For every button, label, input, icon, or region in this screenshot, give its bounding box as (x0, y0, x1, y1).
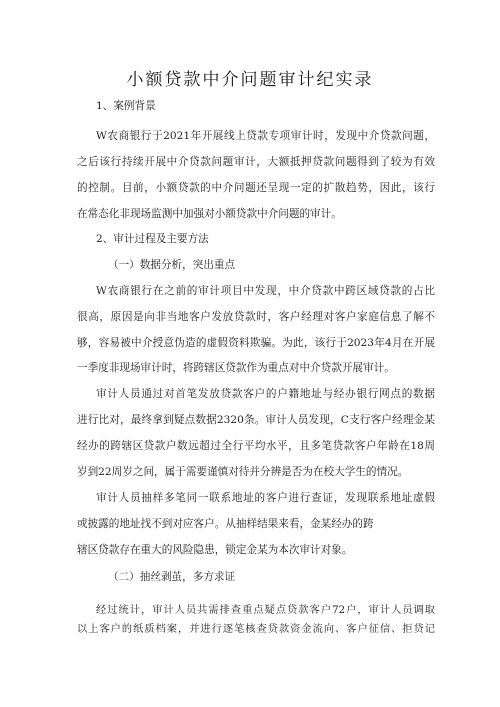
s2a-p1-line-2: 很高，原因是向非当地客户发放贷款时，客户经理对客户家庭信息了解不 (77, 311, 435, 323)
s2a-p1-line-1: W农商银行在之前的审计项目中发现，中介贷款中跨区域贷款的占比 (96, 285, 435, 297)
s2a-p1-line-3: 够，容易被中介授意伪造的虚假资料欺骗。为此，该行于2023年4月在开展 (77, 337, 435, 349)
s1-line-1: W农商银行于2021年开展线上贷款专项审计时，发现中介贷款问题， (96, 130, 435, 142)
s2b-p1-line-2: 以上客户的纸质档案，并进行逐笔核查贷款资金流向、客户征信、拒贷记 (77, 624, 435, 635)
s2a-p2-line-1: 审计人员通过对首笔发放贷款客户的户籍地址与经办银行网点的数据 (96, 388, 435, 400)
s1-line-3: 的控制。目前，小额贷款的中介问题还呈现一定的扩散趋势，因此，该行 (77, 182, 435, 194)
s2a-p3-line-1: 审计人员抽样多笔同一联系地址的客户进行查证，发现联系地址虚假 (96, 492, 435, 504)
s2a-p3-line-2: 或披露的地址找不到对应客户。从抽样结果来看，金某经办的跨 (77, 518, 374, 530)
s1-line-2: 之后该行持续开展中介贷款问题审计，大额抵押贷款问题得到了较为有效 (77, 156, 435, 168)
subsection-1-heading: （一）数据分析，突出重点 (108, 259, 236, 271)
subsection-2-heading: （二）抽丝剥茧，多方求证 (108, 571, 236, 583)
s2a-p2-line-3: 经办的跨辖区贷款户数远超过全行平均水平，且多笔贷款客户年龄在18周 (77, 440, 435, 452)
s2a-p2-line-2: 进行比对，最终拿到疑点数据2320条。审计人员发现，C支行客户经理金某 (77, 414, 435, 426)
s2a-p2-line-4: 岁到22周岁之间，属于需要谨慎对待并分辨是否为在校大学生的情况。 (77, 466, 409, 478)
s2a-p1-line-4: 一季度非现场审计时，将跨辖区贷款作为重点对中介贷款开展审计。 (77, 362, 395, 374)
s2a-p3-line-3: 辖区贷款存在重大的风险隐患，锁定金某为本次审计对象。 (77, 544, 353, 556)
section-2-heading: 2、审计过程及主要方法 (96, 233, 209, 245)
document-title: 小额贷款中介问题审计纪实录 (126, 70, 374, 90)
s1-line-4: 在常态化非现场监测中加强对小额贷款中介问题的审计。 (77, 208, 342, 220)
s2b-p1-line-1: 经过统计，审计人员共需排查重点疑点贷款客户72户，审计人员调取 (96, 605, 435, 616)
section-1-heading: 1、案例背景 (96, 100, 156, 112)
